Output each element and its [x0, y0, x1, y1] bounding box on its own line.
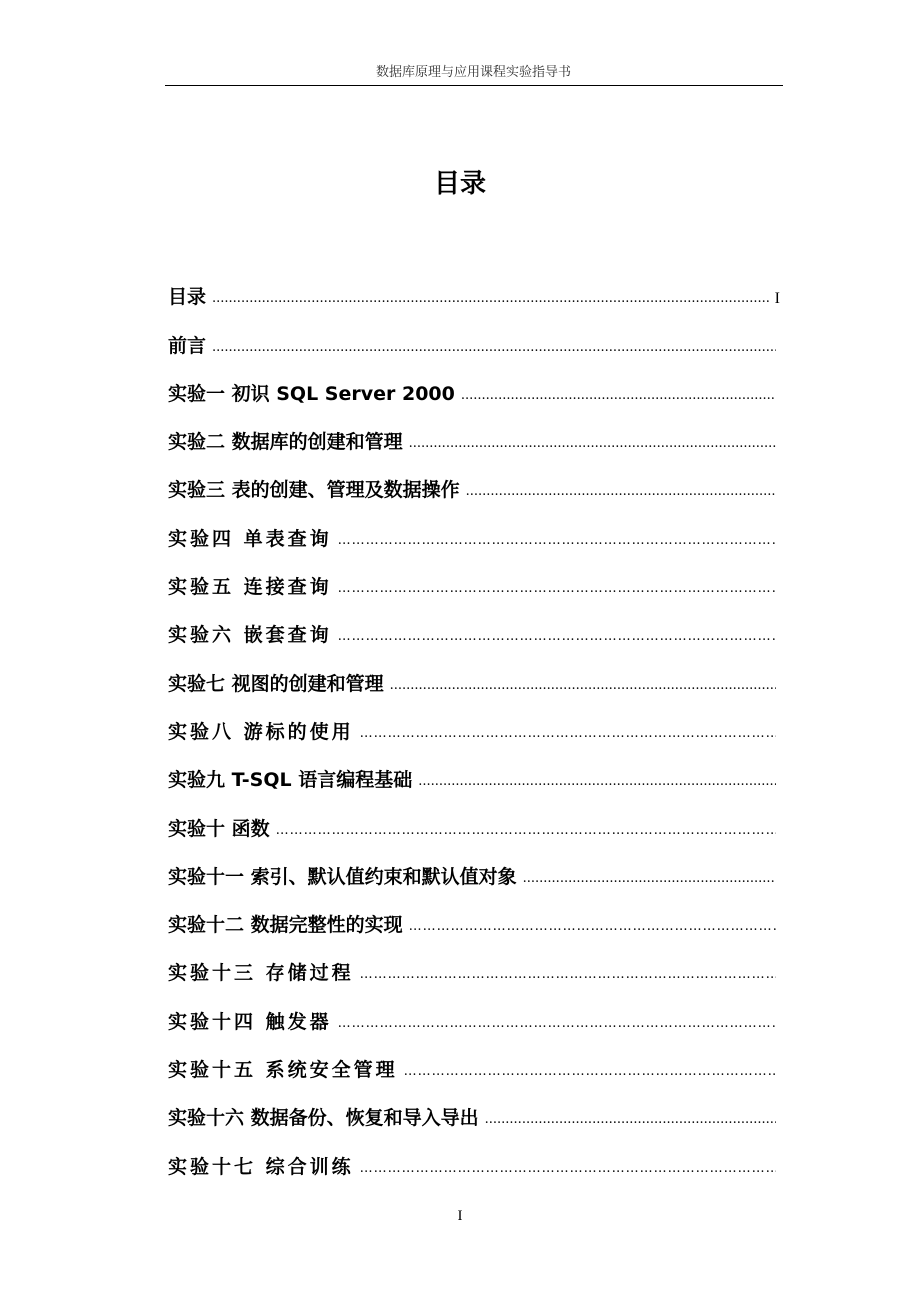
toc-leader-dots [409, 434, 776, 455]
toc-leader-dots [338, 531, 776, 552]
toc-leader-dots [390, 676, 776, 697]
toc-entry[interactable] [168, 600, 780, 648]
toc-entry-label: 实验四 单表查询 [168, 527, 332, 550]
toc-entry-label: 实验二 数据库的创建和管理 [168, 431, 403, 454]
toc-entry[interactable] [168, 697, 780, 745]
toc-entry[interactable] [168, 455, 780, 503]
running-header: 数据库原理与应用课程实验指导书 [375, 65, 571, 80]
toc-leader-dots [466, 482, 776, 503]
toc-entry-label: 实验十六 数据备份、恢复和导入导出 [168, 1107, 479, 1130]
page-number: I [457, 1208, 463, 1224]
toc-entry[interactable] [168, 890, 780, 938]
toc-entry[interactable] [168, 310, 780, 358]
toc-entry[interactable] [168, 745, 780, 793]
toc-entry-label: 实验十四 触发器 [168, 1010, 332, 1033]
toc-title: 目录 [433, 169, 486, 199]
toc-leader-dots [276, 821, 776, 842]
header-rule [165, 85, 783, 86]
toc-entry-label: 实验六 嵌套查询 [168, 624, 332, 647]
toc-entry-label: 实验十二 数据完整性的实现 [168, 914, 403, 937]
toc-entry-label: 实验十七 综合训练 [168, 1155, 354, 1178]
toc-entry[interactable] [168, 842, 780, 890]
toc-entry-label: 实验十五 系统安全管理 [168, 1059, 398, 1082]
toc-entry-label: 实验三 表的创建、管理及数据操作 [168, 479, 460, 502]
toc-entry-label: 目录 [168, 286, 207, 309]
toc-leader-dots [404, 1062, 776, 1083]
toc-leader-dots [360, 965, 776, 986]
toc-leader-dots [523, 869, 776, 890]
toc-leader-dots [338, 579, 776, 600]
toc-entry[interactable] [168, 359, 780, 407]
toc-entry-label: 实验十三 存储过程 [168, 962, 354, 985]
toc-entry-label: 实验十 函数 [168, 817, 270, 840]
toc-entry-label: 实验一 初识 SQL Server 2000 [168, 382, 455, 405]
toc-entry[interactable] [168, 793, 780, 841]
toc-entry[interactable] [168, 1035, 780, 1083]
toc-entry-label: 实验五 连接查询 [168, 576, 332, 599]
toc-leader-dots [212, 338, 776, 359]
toc-entry[interactable] [168, 986, 780, 1034]
toc-leader-dots [338, 1014, 776, 1035]
toc-entry-label: 前言 [168, 334, 207, 357]
toc-leader-dots [461, 386, 776, 407]
toc-entry-label: 实验九 T-SQL 语言编程基础 [168, 769, 413, 792]
toc-entry-label: 实验七 视图的创建和管理 [168, 672, 384, 695]
toc-entry-label: 实验十一 索引、默认值约束和默认值对象 [168, 865, 517, 888]
toc-entry[interactable] [168, 1083, 780, 1131]
toc-entry[interactable] [168, 1131, 780, 1179]
toc-entry-label: 实验八 游标的使用 [168, 720, 354, 743]
toc-entry[interactable] [168, 503, 780, 551]
toc-leader-dots [485, 1110, 776, 1131]
toc-leader-dots [409, 917, 776, 938]
toc-leader-dots [338, 627, 776, 648]
toc-entry[interactable] [168, 552, 780, 600]
toc-leader-dots [212, 289, 771, 310]
table-of-contents [168, 262, 780, 1180]
toc-entry-page: I [774, 290, 780, 308]
toc-entry[interactable] [168, 938, 780, 986]
toc-entry[interactable] [168, 407, 780, 455]
toc-entry[interactable] [168, 648, 780, 696]
toc-leader-dots [418, 772, 776, 793]
toc-leader-dots [360, 724, 776, 745]
toc-leader-dots [360, 1159, 776, 1180]
toc-entry[interactable] [168, 262, 780, 310]
